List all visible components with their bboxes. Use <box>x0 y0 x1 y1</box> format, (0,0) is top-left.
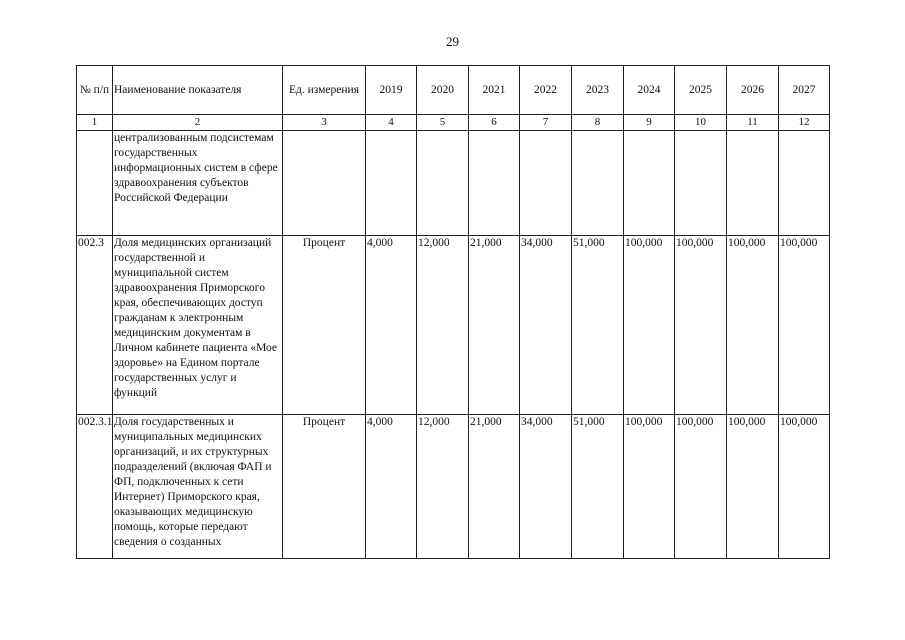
row-value-2023 <box>572 131 624 236</box>
row-value-2024: 100,000 <box>624 415 675 559</box>
row-indicator-text: Доля государственных и муниципальных медицинских организаций, и их структурных подразделений (включая ФАП и ФП, подключенных к сети Интернет) Приморского края, оказывающих медицинскую помощь, которые передают сведения о созданных <box>114 416 272 548</box>
column-number: 12 <box>779 115 830 131</box>
column-number: 2 <box>113 115 283 131</box>
row-value-2023: 51,000 <box>572 415 624 559</box>
column-number: 9 <box>624 115 675 131</box>
header-row <box>77 66 830 115</box>
row-value-2019: 4,000 <box>366 415 417 559</box>
row-value-2026: 100,000 <box>727 415 779 559</box>
row-value-2023: 51,000 <box>572 236 624 415</box>
row-code: 002.3 <box>77 236 113 415</box>
header-year-2025: 2025 <box>675 66 727 115</box>
row-value-2024 <box>624 131 675 236</box>
table-row <box>77 236 830 415</box>
row-unit: Процент <box>283 415 366 559</box>
column-number: 5 <box>417 115 469 131</box>
row-value-2022: 34,000 <box>520 236 572 415</box>
row-code: 002.3.1 <box>77 415 113 559</box>
column-number-row <box>77 115 830 131</box>
column-number: 3 <box>283 115 366 131</box>
header-year-2021: 2021 <box>469 66 520 115</box>
header-number: № п/п <box>77 66 113 115</box>
row-value-2020: 12,000 <box>417 236 469 415</box>
row-indicator-name <box>113 236 283 415</box>
row-value-2019: 4,000 <box>366 236 417 415</box>
header-year-2027: 2027 <box>779 66 830 115</box>
header-year-2024: 2024 <box>624 66 675 115</box>
row-value-2024: 100,000 <box>624 236 675 415</box>
row-value-2019 <box>366 131 417 236</box>
table-row <box>77 131 830 236</box>
row-value-2022: 34,000 <box>520 415 572 559</box>
row-value-2020: 12,000 <box>417 415 469 559</box>
row-value-2021: 21,000 <box>469 236 520 415</box>
row-indicator-text: Доля медицинских организаций государственной и муниципальной систем здравоохранения Приморского края, обеспечивающих доступ гражданам к электронным медицинским документам в Личном кабинете пациента «Мое здоровье» на Едином портале государственных услуг и функций <box>114 237 278 399</box>
column-number: 11 <box>727 115 779 131</box>
row-indicator-name <box>113 415 283 559</box>
row-value-2027 <box>779 131 830 236</box>
row-value-2021 <box>469 131 520 236</box>
row-unit: Процент <box>283 236 366 415</box>
page-number: 29 <box>446 34 459 49</box>
row-value-2022 <box>520 131 572 236</box>
row-unit <box>283 131 366 236</box>
row-indicator-name <box>113 131 283 236</box>
column-number: 6 <box>469 115 520 131</box>
row-value-2021: 21,000 <box>469 415 520 559</box>
row-value-2027: 100,000 <box>779 415 830 559</box>
row-value-2026 <box>727 131 779 236</box>
header-year-2026: 2026 <box>727 66 779 115</box>
column-number: 7 <box>520 115 572 131</box>
row-indicator-text: централизованным подсистемам государственных информационных систем в сфере здравоохранения субъектов Российской Федерации <box>114 132 278 204</box>
table-row <box>77 415 830 559</box>
column-number: 4 <box>366 115 417 131</box>
header-year-2020: 2020 <box>417 66 469 115</box>
header-year-2023: 2023 <box>572 66 624 115</box>
header-indicator-name: Наименование показателя <box>113 66 283 115</box>
row-value-2020 <box>417 131 469 236</box>
row-value-2027: 100,000 <box>779 236 830 415</box>
column-number: 10 <box>675 115 727 131</box>
header-year-2019: 2019 <box>366 66 417 115</box>
column-number: 8 <box>572 115 624 131</box>
header-year-2022: 2022 <box>520 66 572 115</box>
row-value-2025 <box>675 131 727 236</box>
row-value-2025: 100,000 <box>675 236 727 415</box>
column-number: 1 <box>77 115 113 131</box>
row-value-2026: 100,000 <box>727 236 779 415</box>
row-value-2025: 100,000 <box>675 415 727 559</box>
header-unit: Ед. измерения <box>283 66 366 115</box>
row-code <box>77 131 113 236</box>
indicators-table <box>76 65 830 559</box>
